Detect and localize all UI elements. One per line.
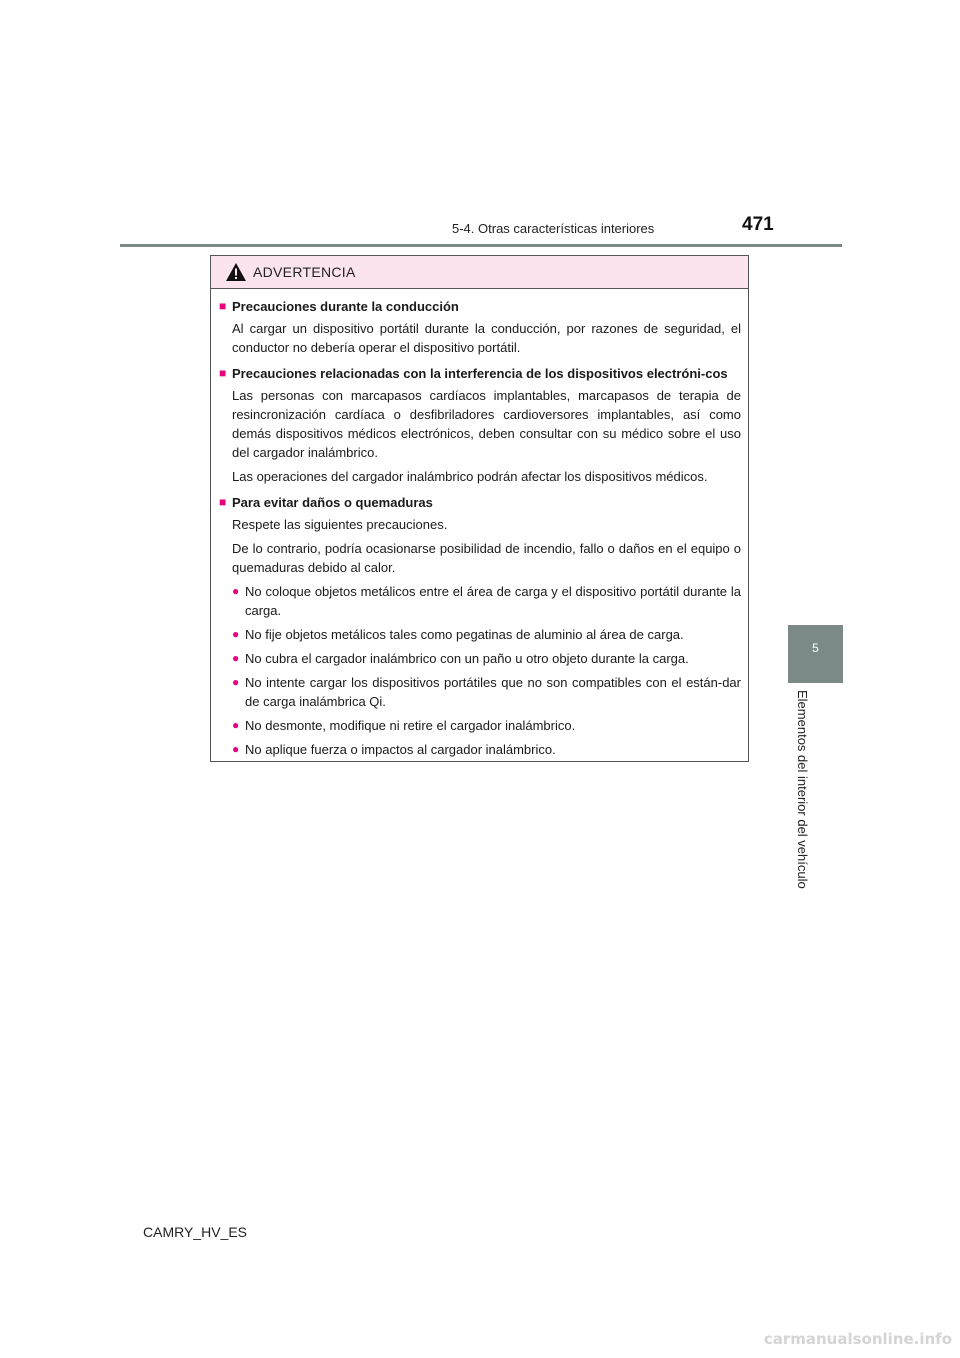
paragraph: Respete las siguientes precauciones.: [232, 517, 448, 532]
square-bullet-icon: ■: [219, 299, 227, 313]
list-item: ● No aplique fuerza o impactos al cargador inalámbrico.: [232, 742, 556, 757]
section-title: 5-4. Otras características interiores: [452, 221, 655, 236]
warning-box: [210, 255, 749, 762]
square-bullet-icon: ■: [219, 366, 227, 380]
chapter-title: Elementos del interior del vehículo: [795, 690, 810, 889]
page-number: 471: [742, 214, 774, 235]
chapter-number: 5: [812, 641, 819, 655]
list-item: ● No cubra el cargador inalámbrico con un paño u otro objeto durante la carga.: [232, 651, 689, 666]
paragraph: Las operaciones del cargador inalámbrico podrán afectar los dispositivos médicos.: [232, 469, 708, 484]
list-item: ● No intente cargar los dispositivos portátiles que no son compatibles con el están-dar de carga inalámbrica Qi.: [232, 675, 741, 709]
paragraph: Las personas con marcapasos cardíacos implantables, marcapasos de terapia de resincronización cardíaca o desfibriladores cardioversores implantables, así como demás dispositivos médicos electrónicos, deben consultar con su médico sobre el uso del cargador inalámbrico.: [232, 388, 741, 460]
section-heading: ■ Para evitar daños o quemaduras: [219, 495, 433, 510]
list-item: ● No coloque objetos metálicos entre el área de carga y el dispositivo portátil durante la carga.: [232, 584, 741, 618]
warning-title: ADVERTENCIA: [253, 264, 356, 280]
circle-bullet-icon: ●: [232, 584, 240, 598]
header-divider: [120, 244, 842, 247]
footer-model-code: CAMRY_HV_ES: [143, 1224, 248, 1240]
paragraph: Al cargar un dispositivo portátil durante la conducción, por razones de seguridad, el conductor no debería operar el dispositivo portátil.: [232, 321, 741, 355]
section-heading: ■ Precauciones durante la conducción: [219, 299, 459, 314]
circle-bullet-icon: ●: [232, 651, 240, 665]
paragraph: De lo contrario, podría ocasionarse posibilidad de incendio, fallo o daños en el equipo o quemaduras debido al calor.: [232, 541, 741, 575]
list-item: ● No desmonte, modifique ni retire el cargador inalámbrico.: [232, 718, 576, 733]
circle-bullet-icon: ●: [232, 718, 240, 732]
circle-bullet-icon: ●: [232, 742, 240, 756]
square-bullet-icon: ■: [219, 495, 227, 509]
circle-bullet-icon: ●: [232, 675, 240, 689]
list-item: ● No fije objetos metálicos tales como pegatinas de aluminio al área de carga.: [232, 627, 684, 642]
circle-bullet-icon: ●: [232, 627, 240, 641]
warning-header: [211, 256, 748, 289]
warning-triangle-icon: [225, 262, 247, 282]
section-heading: ■ Precauciones relacionadas con la interferencia de los dispositivos electróni-cos: [219, 366, 728, 381]
warning-body: [211, 289, 748, 759]
watermark: carmanualsonline.info: [763, 1330, 952, 1348]
